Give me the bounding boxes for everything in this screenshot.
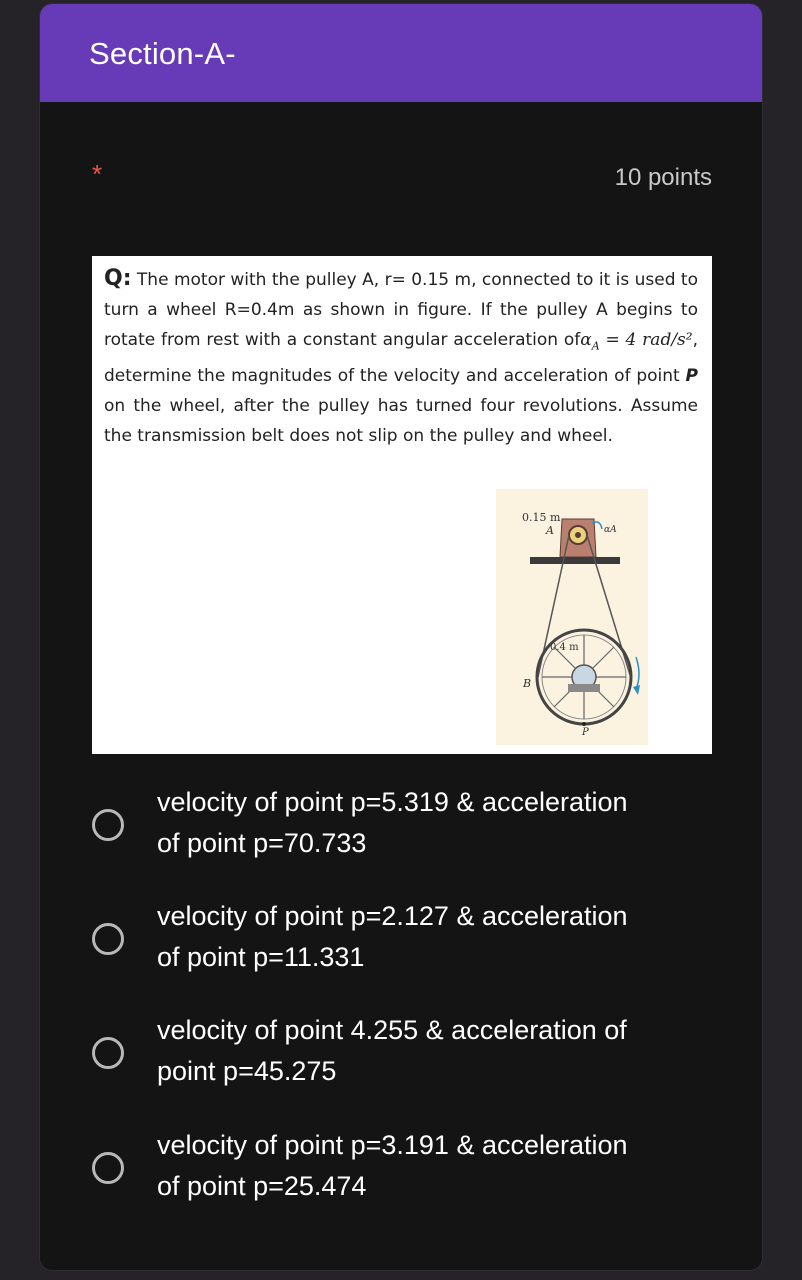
- answer-option[interactable]: [40, 1010, 762, 1110]
- answer-option[interactable]: [40, 896, 762, 996]
- question-prefix: Q:: [104, 266, 132, 291]
- radio-button[interactable]: [92, 923, 124, 955]
- point-a-label: A: [546, 524, 554, 537]
- radio-button[interactable]: [92, 809, 124, 841]
- pulley-wheel-figure: [496, 489, 648, 745]
- radio-button[interactable]: [92, 1152, 124, 1184]
- required-asterisk: *: [92, 159, 103, 189]
- question-text: Q: The motor with the pulley A, r= 0.15 m, connected to it is used to turn a wheel R=0.4m as shown in figure. If the pulley A begins to rotate from rest with a constant angular acceleration ofα$_A$ = 4 rad/s², determine the magnitudes of the velocity and acceleration of point P on the wheel, after the pulley has turned four revolutions. Assume the transmission belt does not slip on the pulley and wheel.: [104, 266, 698, 447]
- pulley-diagram: [496, 489, 648, 745]
- section-title: Section-A-: [89, 36, 236, 71]
- option-label[interactable]: velocity of point 4.255 & acceleration of point p=45.275: [157, 1015, 627, 1086]
- alpha-label: αA: [604, 525, 617, 535]
- question-card: [40, 4, 762, 1270]
- option-label[interactable]: velocity of point p=2.127 & acceleration of point p=11.331: [157, 901, 628, 972]
- radius-wheel-label: 0.4 m: [550, 642, 579, 653]
- section-header: [40, 4, 762, 102]
- option-label[interactable]: velocity of point p=5.319 & acceleration of point p=70.733: [157, 787, 628, 858]
- answer-option[interactable]: [40, 1125, 762, 1225]
- point-p-label: P: [582, 727, 589, 738]
- option-label[interactable]: velocity of point p=3.191 & acceleration of point p=25.474: [157, 1130, 628, 1201]
- answer-option[interactable]: [40, 782, 762, 882]
- question-image: [92, 256, 712, 754]
- point-b-label: B: [523, 677, 532, 690]
- points-label: 10 points: [614, 164, 712, 191]
- radio-button[interactable]: [92, 1037, 124, 1069]
- radius-a-label: 0.15 m: [522, 511, 561, 524]
